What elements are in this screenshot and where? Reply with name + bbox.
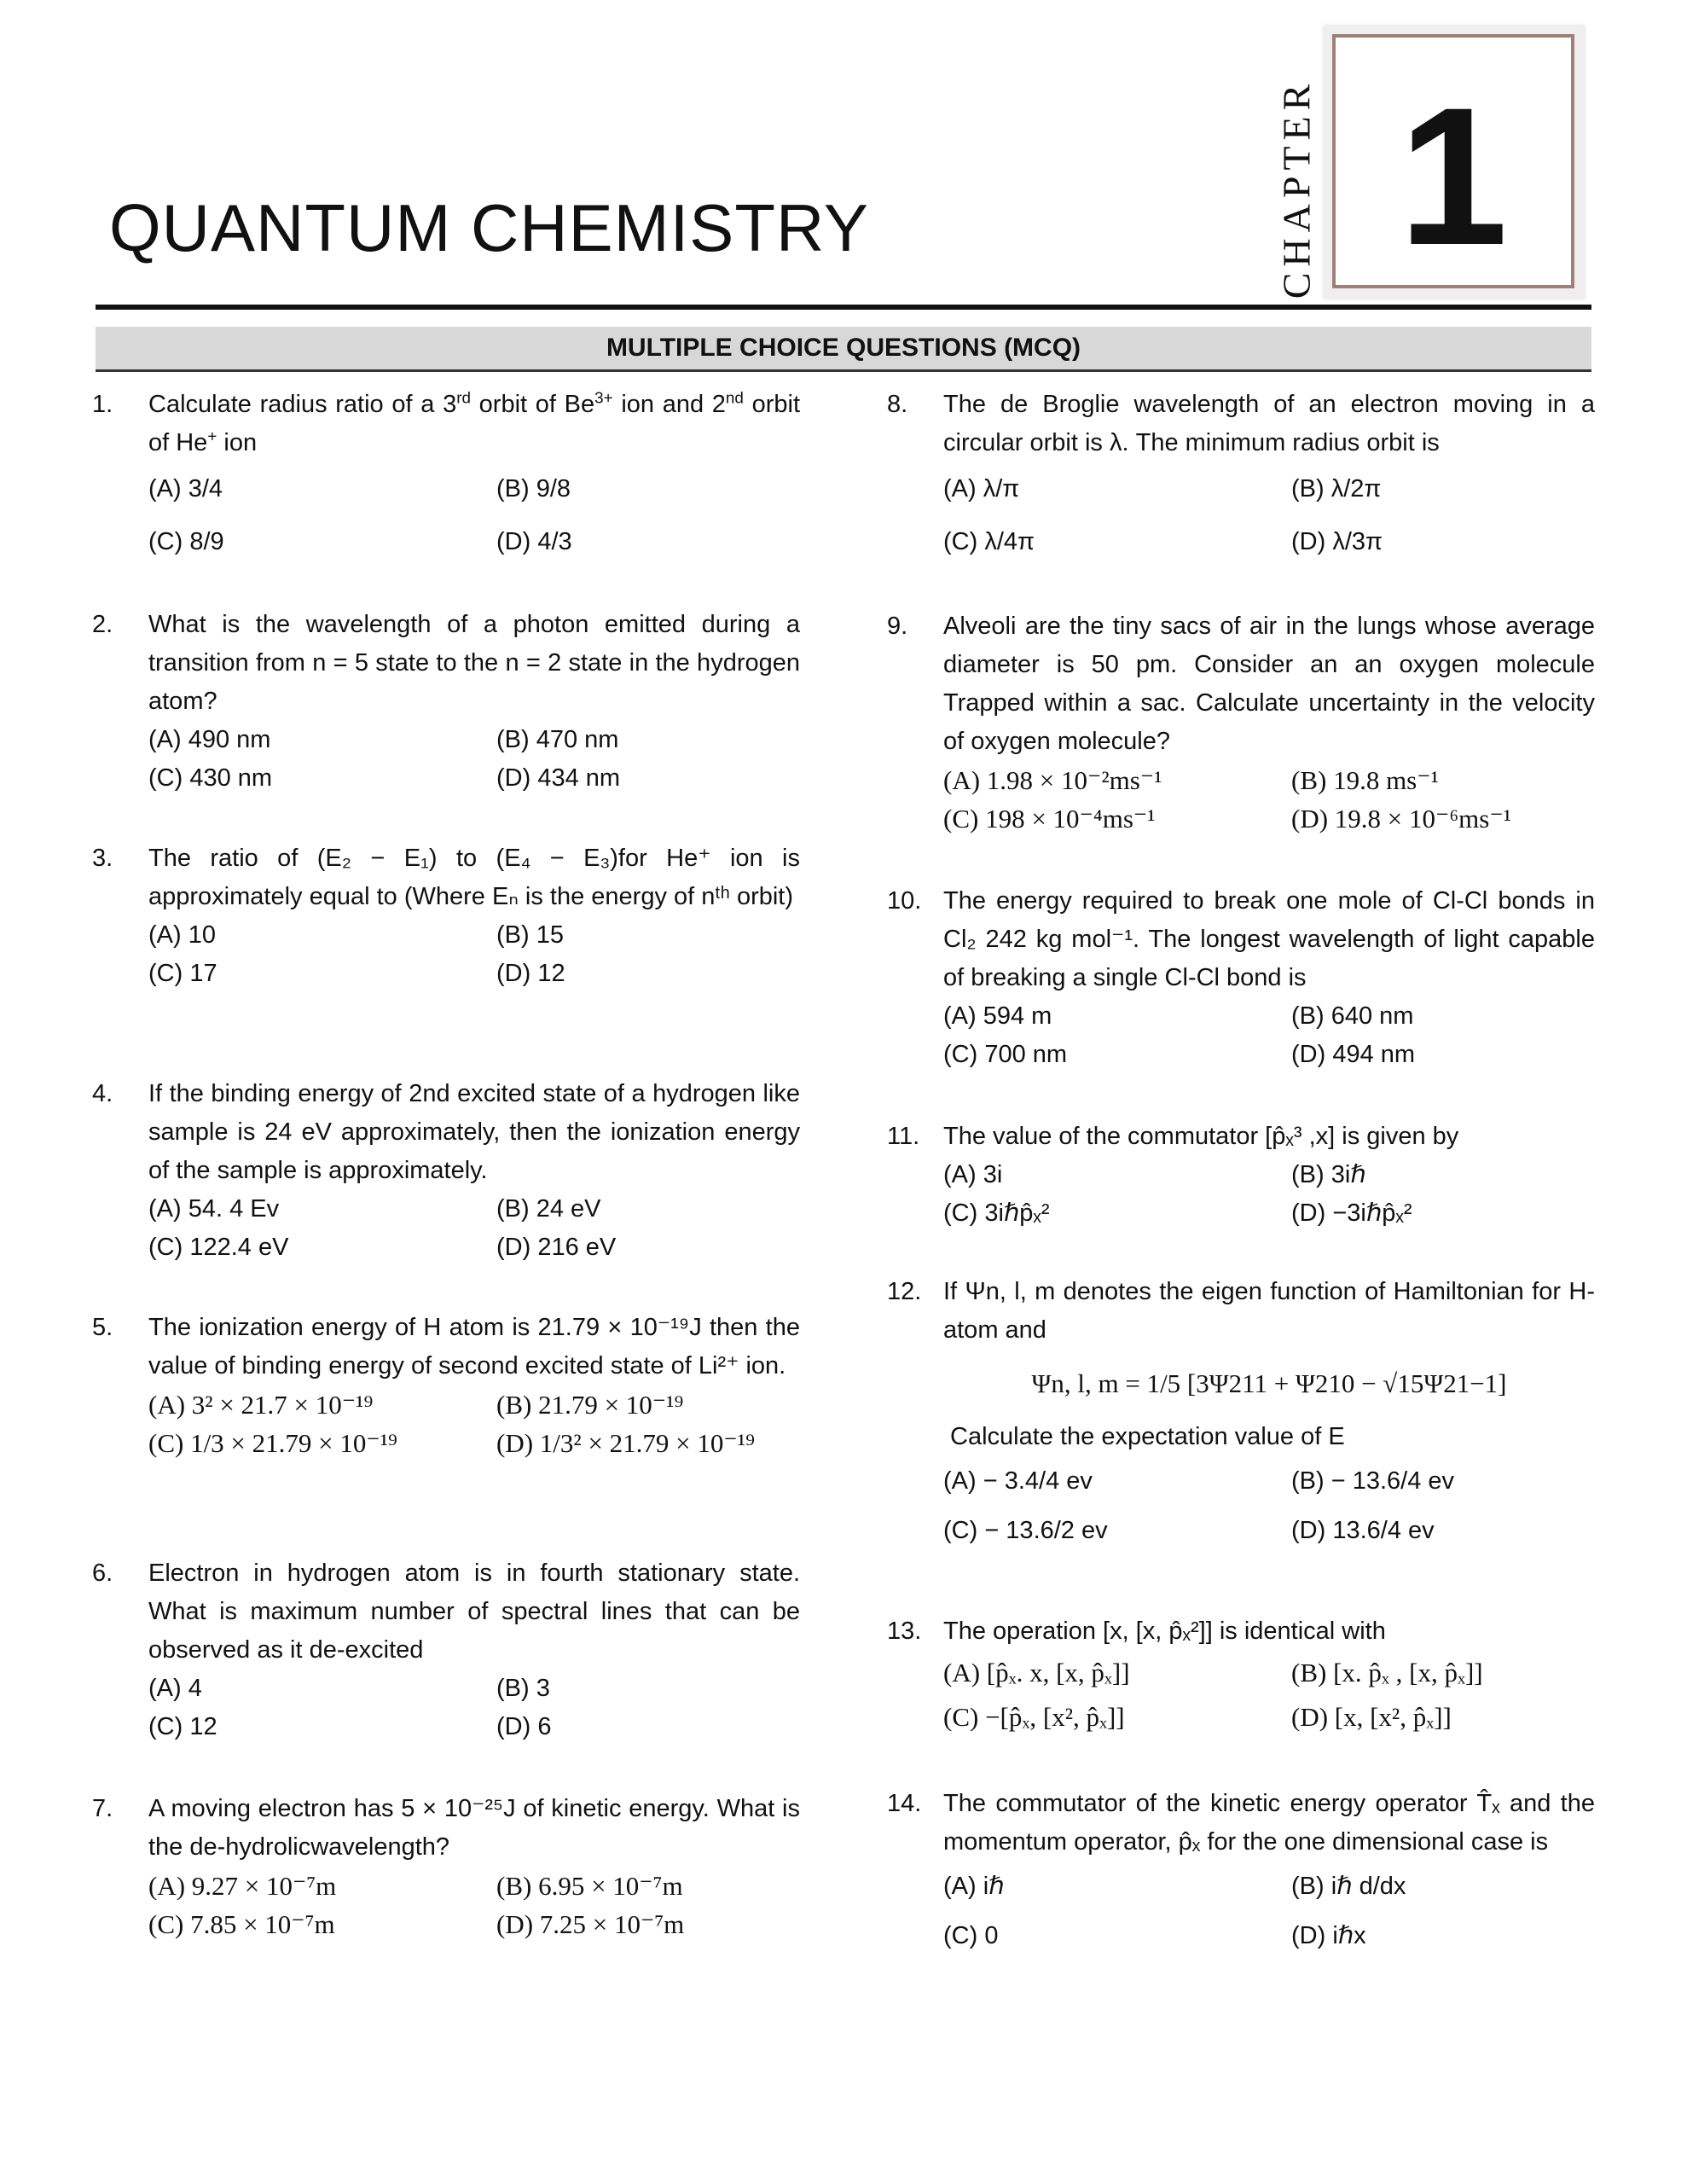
option-a[interactable]: (A) 3i [943,1161,1003,1188]
question-9: 9. Alveoli are the tiny sacs of air in the lungs whose average diameter is 50 pm. Consider an an oxygen molecule Trapped within a sac. Calculate uncertainty in the velocity of oxygen molecule? (A) 1.98 × 10⁻²ms⁻¹ (B) 19.8 ms⁻¹ (C) 198 × 10⁻⁴ms⁻¹ (D) 19.8 × 10⁻⁶ms⁻¹ [887,607,1595,838]
option-b[interactable]: (B) 3 [496,1675,550,1702]
question-3: 3. The ratio of (E₂ − E₁) to (E₄ − E₃)for He⁺ ion is approximately equal to (Where Eₙ is the energy of nᵗʰ orbit) (A) 10 (B) 15 (C) 17 (D) 12 [92,839,800,993]
question-12-subtext: Calculate the expectation value of E [950,1423,1345,1450]
option-c[interactable]: (C) 8/9 [148,528,224,555]
option-d[interactable]: (D) [x, [x², p̂ₓ]] [1291,1702,1452,1732]
question-9-text: Alveoli are the tiny sacs of air in the lungs whose average diameter is 50 pm. Consider an an oxygen molecule Trapped within a sac. Calculate uncertainty in the velocity of oxygen molecule? [943,613,1595,755]
option-b[interactable]: (B) − 13.6/4 ev [1291,1467,1455,1495]
question-13: 13. The operation [x, [x, p̂ₓ²]] is identical with (A) [p̂ₓ. x, [x, p̂ₓ]] (B) [x. p̂ₓ , [x, p̂ₓ]] (C) −[p̂ₓ, [x², p̂ₓ]] (D) [x, [x², p̂ₓ]] [887,1612,1595,1740]
option-c[interactable]: (C) 1/3 × 21.79 × 10⁻¹⁹ [148,1428,397,1458]
option-a[interactable]: (A) 3/4 [148,475,223,502]
option-d[interactable]: (D) 1/3² × 21.79 × 10⁻¹⁹ [496,1428,755,1458]
question-12: 12. If Ψn, l, m denotes the eigen function of Hamiltonian for H-atom and Ψn, l, m = 1/5 [3Ψ211 + Ψ210 − √15Ψ21−1] Calculate the expectation value of E (A) − 3.4/4 ev (B) − 13.6/4 ev (C) − 13.6/2 ev (D) 13.6/4 ev [887,1273,1595,1555]
question-12-equation: Ψn, l, m = 1/5 [3Ψ211 + Ψ210 − √15Ψ21−1] [1031,1368,1507,1398]
option-b[interactable]: (B) 640 nm [1291,1002,1414,1030]
option-c[interactable]: (C) 17 [148,960,217,987]
question-8: 8. The de Broglie wavelength of an electron moving in a circular orbit is λ. The minimum radius orbit is (A) λ/π (B) λ/2π (C) λ/4π (D) λ/3π [887,386,1595,568]
option-a[interactable]: (A) 4 [148,1675,202,1702]
question-13-text: The operation [x, [x, p̂ₓ²]] is identical with [943,1618,1386,1645]
option-c[interactable]: (C) 198 × 10⁻⁴ms⁻¹ [943,804,1156,834]
option-a[interactable]: (A) 3² × 21.7 × 10⁻¹⁹ [148,1390,374,1420]
question-3-text: The ratio of (E₂ − E₁) to (E₄ − E₃)for He⁺ ion is approximately equal to (Where Eₙ is the energy of nᵗʰ orbit) [148,845,800,910]
question-4-text: If the binding energy of 2nd excited state of a hydrogen like sample is 24 eV approximately, then the ionization energy of the sample is approximately. [148,1080,800,1184]
option-b[interactable]: (B) 470 nm [496,726,619,753]
question-2-text: What is the wavelength of a photon emitted during a transition from n = 5 state to the n = 2 state in the hydrogen atom? [148,611,800,715]
option-d[interactable]: (D) λ/3π [1291,528,1383,555]
option-b[interactable]: (B) [x. p̂ₓ , [x, p̂ₓ]] [1291,1658,1483,1687]
option-a[interactable]: (A) [p̂ₓ. x, [x, p̂ₓ]] [943,1658,1130,1687]
question-12-text: If Ψn, l, m denotes the eigen function of Hamiltonian for H-atom and [943,1278,1595,1344]
option-d[interactable]: (D) −3iℏp̂ₓ² [1291,1199,1412,1227]
option-a[interactable]: (A) − 3.4/4 ev [943,1467,1093,1495]
option-c[interactable]: (C) 0 [943,1922,999,1949]
option-a[interactable]: (A) 594 m [943,1002,1052,1030]
option-b[interactable]: (B) 15 [496,921,564,949]
option-a[interactable]: (A) 1.98 × 10⁻²ms⁻¹ [943,765,1162,795]
option-c[interactable]: (C) 122.4 eV [148,1234,289,1261]
option-a[interactable]: (A) 54. 4 Ev [148,1195,280,1223]
question-5-text: The ionization energy of H atom is 21.79 × 10⁻¹⁹J then the value of binding energy of second excited state of Li²⁺ ion. [148,1314,800,1380]
option-b[interactable]: (B) λ/2π [1291,475,1382,502]
question-1: 1. Calculate radius ratio of a 3rd orbit of $Be^{3+}$ ion and 2nd orbit of He+ ion (A) 3/4 (B) 9/8 (C) 8/9 (D) 4/3 [92,386,800,568]
option-a[interactable]: (A) 10 [148,921,216,949]
option-d[interactable]: (D) 12 [496,960,565,987]
option-a[interactable]: (A) 490 nm [148,726,271,753]
question-14: 14. The commutator of the kinetic energy operator T̂ₓ and the momentum operator, p̂ₓ for the one dimensional case is (A) iℏ (B) iℏ d/dx (C) 0 (D) iℏx [887,1785,1595,1960]
option-a[interactable]: (A) 9.27 × 10⁻⁷m [148,1871,337,1901]
option-d[interactable]: (D) 434 nm [496,764,621,792]
question-8-text: The de Broglie wavelength of an electron moving in a circular orbit is λ. The minimum radius orbit is [943,391,1595,456]
option-b[interactable]: (B) iℏ d/dx [1291,1873,1406,1900]
question-6: 6. Electron in hydrogen atom is in fourth stationary state. What is maximum number of spectral lines that can be observed as it de-excited (A) 4 (B) 3 (C) 12 (D) 6 [92,1554,800,1746]
question-5: 5. The ionization energy of H atom is 21.79 × 10⁻¹⁹J then the value of binding energy of second excited state of Li²⁺ ion. (A) 3² × 21.7 × 10⁻¹⁹ (B) 21.79 × 10⁻¹⁹ (C) 1/3 × 21.79 × 10⁻¹⁹ (D) 1/3² × 21.79 × 10⁻¹⁹ [92,1309,800,1462]
question-10-text: The energy required to break one mole of Cl-Cl bonds in Cl₂ 242 kg mol⁻¹. The longest wavelength of light capable of breaking a single Cl-Cl bond is [943,887,1595,991]
option-d[interactable]: (D) iℏx [1291,1922,1366,1949]
option-c[interactable]: (C) λ/4π [943,528,1035,555]
option-d[interactable]: (D) 13.6/4 ev [1291,1517,1435,1544]
header-rule [96,305,1591,310]
option-c[interactable]: (C) 7.85 × 10⁻⁷m [148,1909,335,1939]
question-2: 2. What is the wavelength of a photon emitted during a transition from n = 5 state to the n = 2 state in the hydrogen atom? (A) 490 nm (B) 470 nm (C) 430 nm (D) 434 nm [92,606,800,798]
option-d[interactable]: (D) 7.25 × 10⁻⁷m [496,1909,685,1939]
chapter-number-box [1324,26,1585,299]
page-title: QUANTUM CHEMISTRY [109,190,869,265]
option-c[interactable]: (C) 700 nm [943,1041,1068,1068]
question-7: 7. A moving electron has 5 × 10⁻²⁵J of kinetic energy. What is the de-hydrolicwavelength? (A) 9.27 × 10⁻⁷m (B) 6.95 × 10⁻⁷m (C) 7.85 × 10⁻⁷m (D) 7.25 × 10⁻⁷m [92,1790,800,1943]
section-heading: MULTIPLE CHOICE QUESTIONS (MCQ) [96,327,1591,372]
question-11-text: The value of the commutator [p̂ₓ³ ,x] is given by [943,1123,1459,1150]
question-7-text: A moving electron has 5 × 10⁻²⁵J of kinetic energy. What is the de-hydrolicwavelength? [148,1795,800,1861]
option-c[interactable]: (C) 430 nm [148,764,273,792]
option-b[interactable]: (B) 21.79 × 10⁻¹⁹ [496,1390,684,1420]
question-11: 11. The value of the commutator [p̂ₓ³ ,x] is given by (A) 3i (B) 3iℏ (C) 3iℏp̂ₓ² (D) −3iℏp̂ₓ² [887,1118,1595,1233]
option-d[interactable]: (D) 19.8 × 10⁻⁶ms⁻¹ [1291,804,1512,834]
option-d[interactable]: (D) 494 nm [1291,1041,1416,1068]
chapter-label: CHAPTER [1274,78,1319,299]
option-b[interactable]: (B) 19.8 ms⁻¹ [1291,765,1439,795]
option-b[interactable]: (B) 6.95 × 10⁻⁷m [496,1871,683,1901]
option-c[interactable]: (C) 12 [148,1713,217,1740]
option-b[interactable]: (B) 9/8 [496,475,571,502]
option-a[interactable]: (A) iℏ [943,1873,1005,1900]
option-b[interactable]: (B) 24 eV [496,1195,601,1223]
option-c[interactable]: (C) −[p̂ₓ, [x², p̂ₓ]] [943,1702,1125,1732]
option-b[interactable]: (B) 3iℏ [1291,1161,1366,1188]
question-4: 4. If the binding energy of 2nd excited state of a hydrogen like sample is 24 eV approximately, then the ionization energy of the sample is approximately. (A) 54. 4 Ev (B) 24 eV (C) 122.4 eV (D) 216 eV [92,1075,800,1267]
chapter-number: 1 [1399,67,1508,286]
option-d[interactable]: (D) 4/3 [496,528,572,555]
question-14-text: The commutator of the kinetic energy operator T̂ₓ and the momentum operator, p̂ₓ for the one dimensional case is [943,1790,1595,1856]
option-d[interactable]: (D) 6 [496,1713,552,1740]
question-1-text: Calculate radius ratio of a 3rd orbit of $Be^{3+}$ ion and 2nd orbit of He+ ion [148,388,800,456]
question-6-text: Electron in hydrogen atom is in fourth stationary state. What is maximum number of spectral lines that can be observed as it de-excited [148,1560,800,1664]
option-c[interactable]: (C) − 13.6/2 ev [943,1517,1108,1544]
question-10: 10. The energy required to break one mole of Cl-Cl bonds in Cl₂ 242 kg mol⁻¹. The longest wavelength of light capable of breaking a single Cl-Cl bond is (A) 594 m (B) 640 nm (C) 700 nm (D) 494 nm [887,882,1595,1074]
option-a[interactable]: (A) λ/π [943,475,1020,502]
option-c[interactable]: (C) 3iℏp̂ₓ² [943,1199,1050,1227]
option-d[interactable]: (D) 216 eV [496,1234,617,1261]
